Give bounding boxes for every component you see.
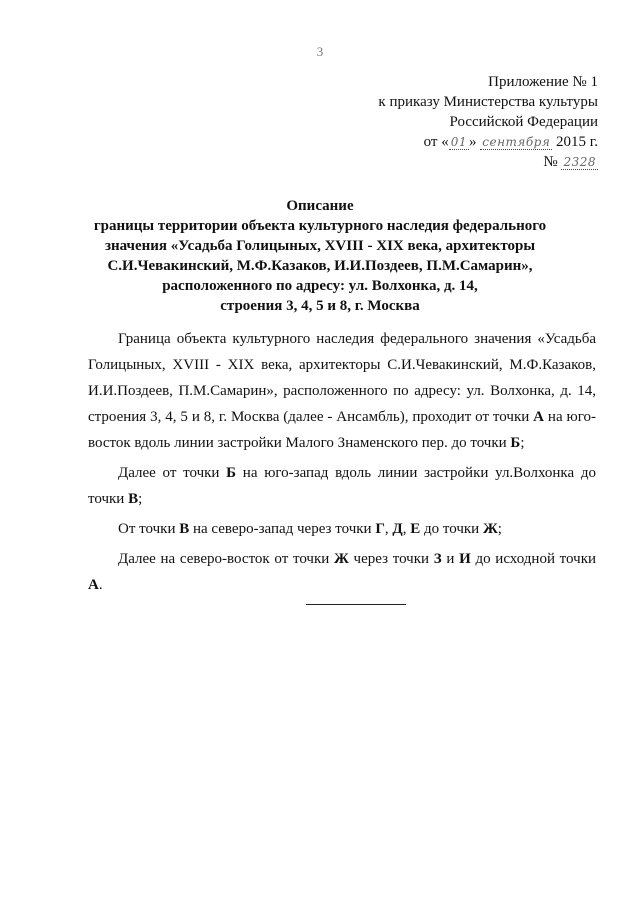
p4-text-e: . bbox=[98, 577, 103, 593]
appendix-federation: Российской Федерации bbox=[449, 114, 598, 130]
point-label: Б bbox=[226, 465, 237, 481]
date-year: 2015 г. bbox=[556, 134, 598, 150]
number-prefix: № bbox=[543, 154, 558, 170]
point-label: Б bbox=[510, 435, 521, 451]
end-divider bbox=[306, 604, 406, 605]
p2-text-c: ; bbox=[138, 491, 143, 507]
handwritten-day: 01 bbox=[450, 135, 468, 149]
p4-text-c: и bbox=[441, 551, 460, 567]
p3-text-c: , bbox=[384, 521, 393, 537]
p3-text-d: , bbox=[402, 521, 411, 537]
point-label: А bbox=[88, 577, 99, 593]
appendix-order-ref: к приказу Министерства культуры bbox=[378, 94, 598, 110]
paragraph-4 bbox=[88, 546, 596, 598]
paragraph-3 bbox=[88, 516, 596, 542]
title-line-5: строения 3, 4, 5 и 8, г. Москва bbox=[220, 298, 420, 314]
appendix-title: Приложение № 1 bbox=[488, 74, 598, 90]
p4-text-d: до исходной точки bbox=[470, 551, 597, 567]
paragraph-2 bbox=[88, 460, 596, 512]
p2-text-a: Далее от точки bbox=[118, 465, 227, 481]
p3-text-a: От точки bbox=[118, 521, 180, 537]
p3-text-e: до точки bbox=[420, 521, 483, 537]
point-label: Ж bbox=[334, 551, 349, 567]
appendix-header bbox=[378, 72, 598, 172]
point-label: Е bbox=[410, 521, 421, 537]
point-label: В bbox=[179, 521, 190, 537]
title-line-2: значения «Усадьба Голицыных, XVIII - XIX века, архитекторы bbox=[104, 238, 536, 254]
date-quote-close: » bbox=[469, 134, 477, 150]
appendix-number-line bbox=[378, 152, 598, 172]
point-label: Д bbox=[392, 521, 403, 537]
document-title bbox=[60, 196, 580, 316]
point-label: В bbox=[128, 491, 139, 507]
title-line-3: С.И.Чевакинский, М.Ф.Казаков, И.И.Поздеев, П.М.Самарин», bbox=[107, 258, 533, 274]
paragraph-1 bbox=[88, 326, 596, 456]
p3-text-f: ; bbox=[497, 521, 502, 537]
p2-text-b: на юго-запад вдоль линии застройки ул.Волхонка до точки bbox=[88, 465, 596, 507]
p4-text-b: через точки bbox=[348, 551, 434, 567]
p1-text-b: на юго-восток вдоль линии застройки Малого Знаменского пер. до точки bbox=[88, 409, 596, 451]
point-label: Ж bbox=[482, 521, 498, 537]
point-label: А bbox=[533, 409, 545, 425]
p3-text-b: на северо-запад через точки bbox=[189, 521, 376, 537]
p1-text-a: Граница объекта культурного наследия федерального значения «Усадьба Голицыных, XVIII - XIX века, архитекторы С.И.Чевакинский, М.Ф.Казаков, И.И.Поздеев, П.М.Самарин», расположенного по адресу: ул. Волхонка, д. 14, строения 3, 4, 5 и 8, г. Москва (далее - Ансамбль), проходит от точки bbox=[88, 331, 596, 425]
handwritten-number: 2328 bbox=[563, 155, 596, 169]
handwritten-month: сентября bbox=[482, 135, 551, 149]
p4-text-a: Далее на северо-восток от точки bbox=[118, 551, 334, 567]
title-heading: Описание bbox=[286, 198, 354, 214]
title-line-4: расположенного по адресу: ул. Волхонка, д. 14, bbox=[162, 278, 478, 294]
appendix-date-line bbox=[378, 132, 598, 152]
date-prefix: от « bbox=[423, 134, 449, 150]
point-label: З bbox=[433, 551, 442, 567]
page-number: 3 bbox=[316, 44, 324, 59]
title-line-1: границы территории объекта культурного наследия федерального bbox=[93, 218, 547, 234]
document-body bbox=[88, 326, 596, 598]
point-label: Г bbox=[375, 521, 385, 537]
p1-text-c: ; bbox=[520, 435, 525, 451]
point-label: И bbox=[459, 551, 471, 567]
